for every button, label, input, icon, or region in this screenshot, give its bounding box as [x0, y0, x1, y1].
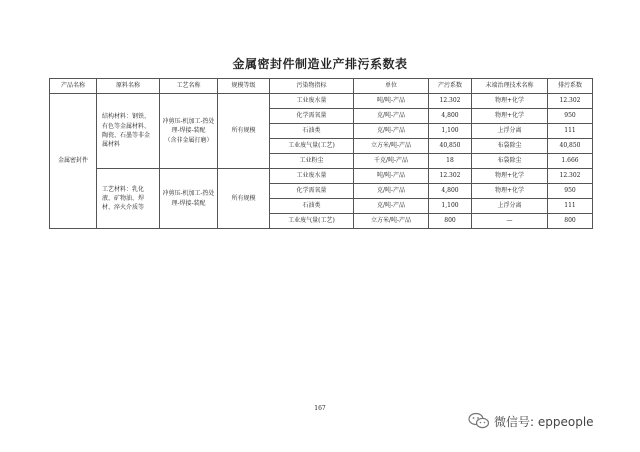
- treatment-cell: 上浮分离: [472, 199, 548, 214]
- emission-coefficient-cell: 950: [548, 184, 593, 199]
- process-name: 冲剪压-机加工-热处理-焊接-装配: [162, 190, 215, 207]
- process-cell: [160, 169, 218, 229]
- unit-cell: 克/吨-产品: [354, 109, 429, 124]
- generation-coefficient-cell: 40,850: [429, 139, 472, 154]
- emission-coefficient-cell: 1.666: [548, 154, 593, 169]
- unit-cell: 吨/吨-产品: [354, 94, 429, 109]
- unit-cell: 克/吨-产品: [354, 124, 429, 139]
- emission-coefficient-cell: 40,850: [548, 139, 593, 154]
- table-row: [50, 94, 593, 109]
- table-row: [50, 169, 593, 184]
- process-name: 冲剪压-机加工-热处理-焊接-装配: [162, 118, 215, 135]
- header-cell: 产品名称: [50, 79, 97, 94]
- emission-coefficient-table: [49, 78, 593, 229]
- process-cell: [160, 94, 218, 169]
- pollutant-cell: 石油类: [270, 199, 354, 214]
- generation-coefficient-cell: 4,800: [429, 184, 472, 199]
- raw-material-cell: 工艺材料：乳化液、矿物油、焊材、淬火介质等: [97, 169, 160, 229]
- header-cell: 污染物指标: [270, 79, 354, 94]
- product-name-cell: 金属密封件: [50, 94, 97, 229]
- emission-coefficient-cell: 12.302: [548, 94, 593, 109]
- process-note: （含非金属打磨）: [164, 136, 213, 144]
- generation-coefficient-cell: 18: [429, 154, 472, 169]
- unit-cell: 千克/吨-产品: [354, 154, 429, 169]
- table-title: 金属密封件制造业产排污系数表: [232, 57, 408, 71]
- treatment-cell: —: [472, 214, 548, 229]
- generation-coefficient-cell: 800: [429, 214, 472, 229]
- pollutant-cell: 工业粉尘: [270, 154, 354, 169]
- pollutant-cell: 工业废气量(工艺): [270, 214, 354, 229]
- pollutant-cell: 化学需氧量: [270, 109, 354, 124]
- header-cell: 产污系数: [429, 79, 472, 94]
- treatment-cell: 物理+化学: [472, 94, 548, 109]
- treatment-cell: 布袋除尘: [472, 139, 548, 154]
- generation-coefficient-cell: 12.302: [429, 169, 472, 184]
- header-row: [50, 79, 593, 94]
- scale-cell: 所有规模: [218, 94, 270, 169]
- header-cell: 末端治理技术名称: [472, 79, 548, 94]
- generation-coefficient-cell: 4,800: [429, 109, 472, 124]
- wechat-logo-icon: [468, 412, 490, 430]
- treatment-cell: 物理+化学: [472, 109, 548, 124]
- treatment-cell: 上浮分离: [472, 124, 548, 139]
- page-number: 167: [314, 405, 326, 412]
- wechat-watermark: [468, 412, 594, 430]
- unit-cell: 吨/吨-产品: [354, 169, 429, 184]
- treatment-cell: 物理+化学: [472, 184, 548, 199]
- emission-coefficient-cell: 111: [548, 199, 593, 214]
- emission-coefficient-cell: 800: [548, 214, 593, 229]
- pollutant-cell: 工业废水量: [270, 169, 354, 184]
- unit-cell: 立方米/吨-产品: [354, 214, 429, 229]
- emission-coefficient-cell: 12.302: [548, 169, 593, 184]
- generation-coefficient-cell: 1,100: [429, 199, 472, 214]
- unit-cell: 克/吨-产品: [354, 199, 429, 214]
- scale-cell: 所有规模: [218, 169, 270, 229]
- watermark-text: 微信号: eppeople: [494, 414, 594, 429]
- pollutant-cell: 工业废水量: [270, 94, 354, 109]
- treatment-cell: 布袋除尘: [472, 154, 548, 169]
- pollutant-cell: 工业废气量(工艺): [270, 139, 354, 154]
- pollutant-cell: 石油类: [270, 124, 354, 139]
- raw-material-cell: 结构材料：钢铁、有色等金属材料、陶瓷、石墨等非金属材料: [97, 94, 160, 169]
- unit-cell: 立方米/吨-产品: [354, 139, 429, 154]
- emission-coefficient-cell: 111: [548, 124, 593, 139]
- header-cell: 规模等级: [218, 79, 270, 94]
- header-cell: 排污系数: [548, 79, 593, 94]
- generation-coefficient-cell: 12.302: [429, 94, 472, 109]
- emission-coefficient-cell: 950: [548, 109, 593, 124]
- header-cell: 工艺名称: [160, 79, 218, 94]
- pollutant-cell: 化学需氧量: [270, 184, 354, 199]
- unit-cell: 克/吨-产品: [354, 184, 429, 199]
- header-cell: 原料名称: [97, 79, 160, 94]
- treatment-cell: 物理+化学: [472, 169, 548, 184]
- header-cell: 单位: [354, 79, 429, 94]
- generation-coefficient-cell: 1,100: [429, 124, 472, 139]
